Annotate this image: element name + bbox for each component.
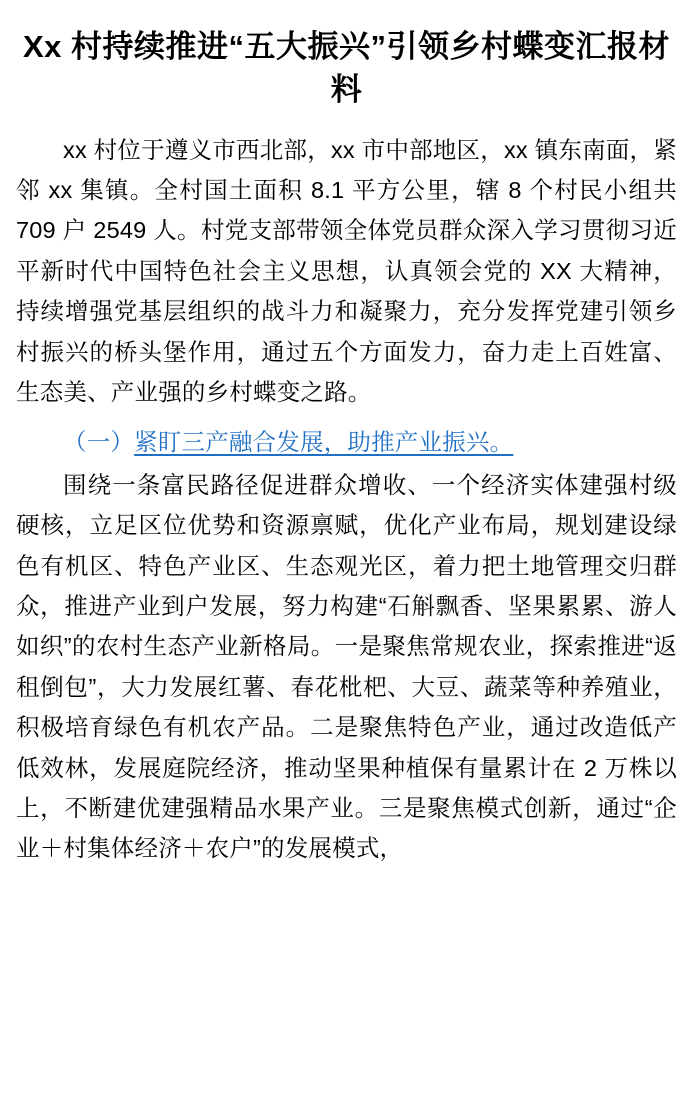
section-number: （一） [63,429,135,456]
section-heading-1 [16,422,677,462]
paragraph-intro: xx 村位于遵义市西北部，xx 市中部地区，xx 镇东南面，紧邻 xx 集镇。全村国土面积 8.1 平方公里，辖 8 个村民小组共 709 户 2549 人。村党支部带领全体党员群众深入学习贯彻习近平新时代中国特色社会主义思想，认真领会党的 XX 大精神，持续增强党基层组织的战斗力和凝聚力，充分发挥党建引领乡村振兴的桥头堡作用，通过五个方面发力，奋力走上百姓富、生态美、产业强的乡村蝶变之路。 [16,136,677,405]
section-title: 紧盯三产融合发展，助推产业振兴。 [134,429,514,456]
page-title: Xx 村持续推进“五大振兴”引领乡村蝶变汇报材料 [22,29,671,107]
paragraph-section-1-body: 围绕一条富民路径促进群众增收、一个经济实体建强村级硬核，立足区位优势和资源禀赋，优化产业布局，规划建设绿色有机区、特色产业区、生态观光区，着力把土地管理交归群众，推进产业到户发展，努力构建“石斛飘香、坚果累累、游人如织”的农村生态产业新格局。一是聚焦常规农业，探索推进“返租倒包”，大力发展红薯、春花枇杷、大豆、蔬菜等种养殖业，积极培育绿色有机农产品。二是聚焦特色产业，通过改造低产低效林，发展庭院经济，推动坚果种植保有量累计在 2 万株以上，不断建优建强精品水果产业。三是聚焦模式创新，通过“企业＋村集体经济＋农户”的发展模式， [16,471,677,862]
